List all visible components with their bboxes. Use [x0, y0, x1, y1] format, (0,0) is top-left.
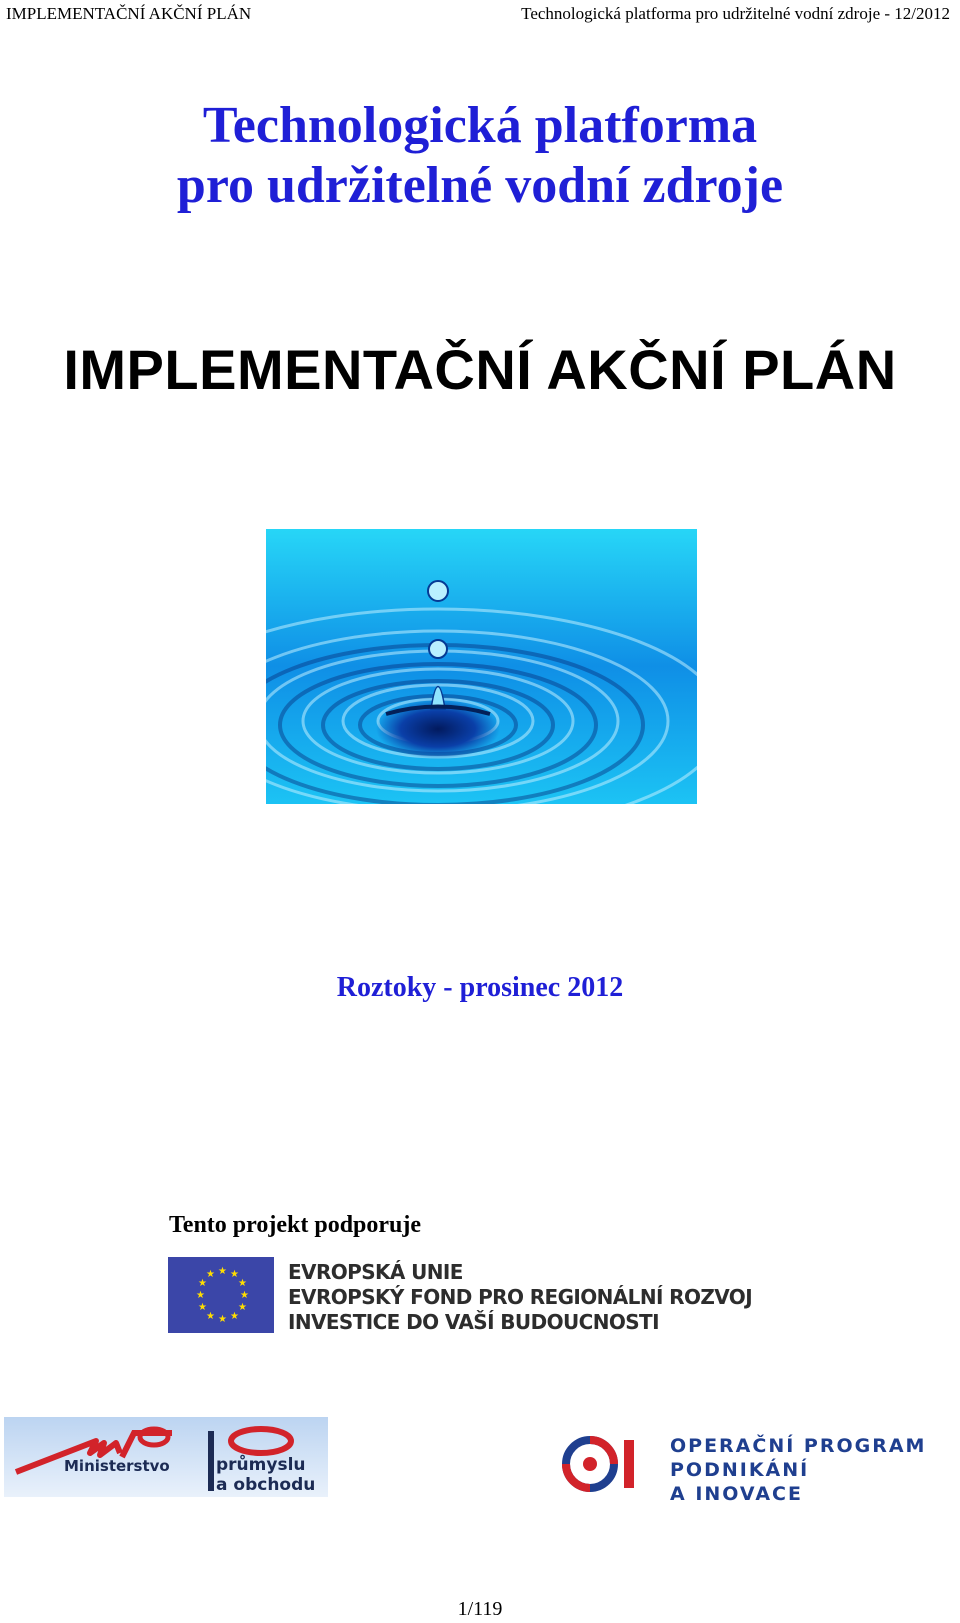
water-drop-image: [266, 529, 697, 804]
svg-text:★: ★: [198, 1302, 207, 1313]
eu-line-3: INVESTICE DO VAŠÍ BUDOUCNOSTI: [288, 1310, 659, 1334]
document-type-heading: IMPLEMENTAČNÍ AKČNÍ PLÁN: [63, 338, 897, 401]
support-text: Tento projekt podporuje: [169, 1212, 422, 1238]
svg-text:★: ★: [218, 1314, 227, 1325]
header-right: Technologická platforma pro udržitelné vodní zdroje - 12/2012: [521, 4, 950, 23]
svg-text:★: ★: [240, 1290, 249, 1301]
mpo-word-1: Ministerstvo: [64, 1457, 170, 1475]
opi-logo-text: [670, 1434, 926, 1506]
svg-text:★: ★: [206, 1269, 215, 1280]
svg-text:★: ★: [230, 1311, 239, 1322]
eu-logo-text: [288, 1260, 752, 1335]
water-drop-icon: [266, 529, 697, 804]
eu-line-2: EVROPSKÝ FOND PRO REGIONÁLNÍ ROZVOJ: [288, 1285, 753, 1309]
opi-line-3: A INOVACE: [670, 1483, 803, 1505]
title-line-2: pro udržitelné vodní zdroje: [176, 157, 784, 214]
mpo-words: [216, 1455, 315, 1495]
svg-text:★: ★: [196, 1290, 205, 1301]
opi-logo-icon: [562, 1432, 640, 1496]
opi-line-2: PODNIKÁNÍ: [670, 1459, 810, 1481]
page-number: 1/119: [457, 1598, 503, 1620]
eu-flag-icon: [168, 1257, 274, 1333]
eu-line-1: EVROPSKÁ UNIE: [288, 1260, 463, 1284]
running-header: [6, 4, 950, 26]
header-left: IMPLEMENTAČNÍ AKČNÍ PLÁN: [6, 4, 252, 23]
svg-text:★: ★: [230, 1269, 239, 1280]
title-line-1: Technologická platforma: [202, 97, 758, 154]
svg-text:★: ★: [206, 1311, 215, 1322]
mpo-word-3: a obchodu: [216, 1475, 316, 1495]
svg-text:★: ★: [218, 1266, 227, 1277]
svg-text:★: ★: [198, 1278, 207, 1289]
mpo-word-2: průmyslu: [216, 1455, 306, 1475]
mpo-logo: [4, 1417, 328, 1497]
place-date: Roztoky - prosinec 2012: [336, 972, 624, 1003]
svg-text:★: ★: [238, 1278, 247, 1289]
opi-line-1: OPERAČNÍ PROGRAM: [670, 1435, 927, 1457]
svg-text:★: ★: [238, 1302, 247, 1313]
